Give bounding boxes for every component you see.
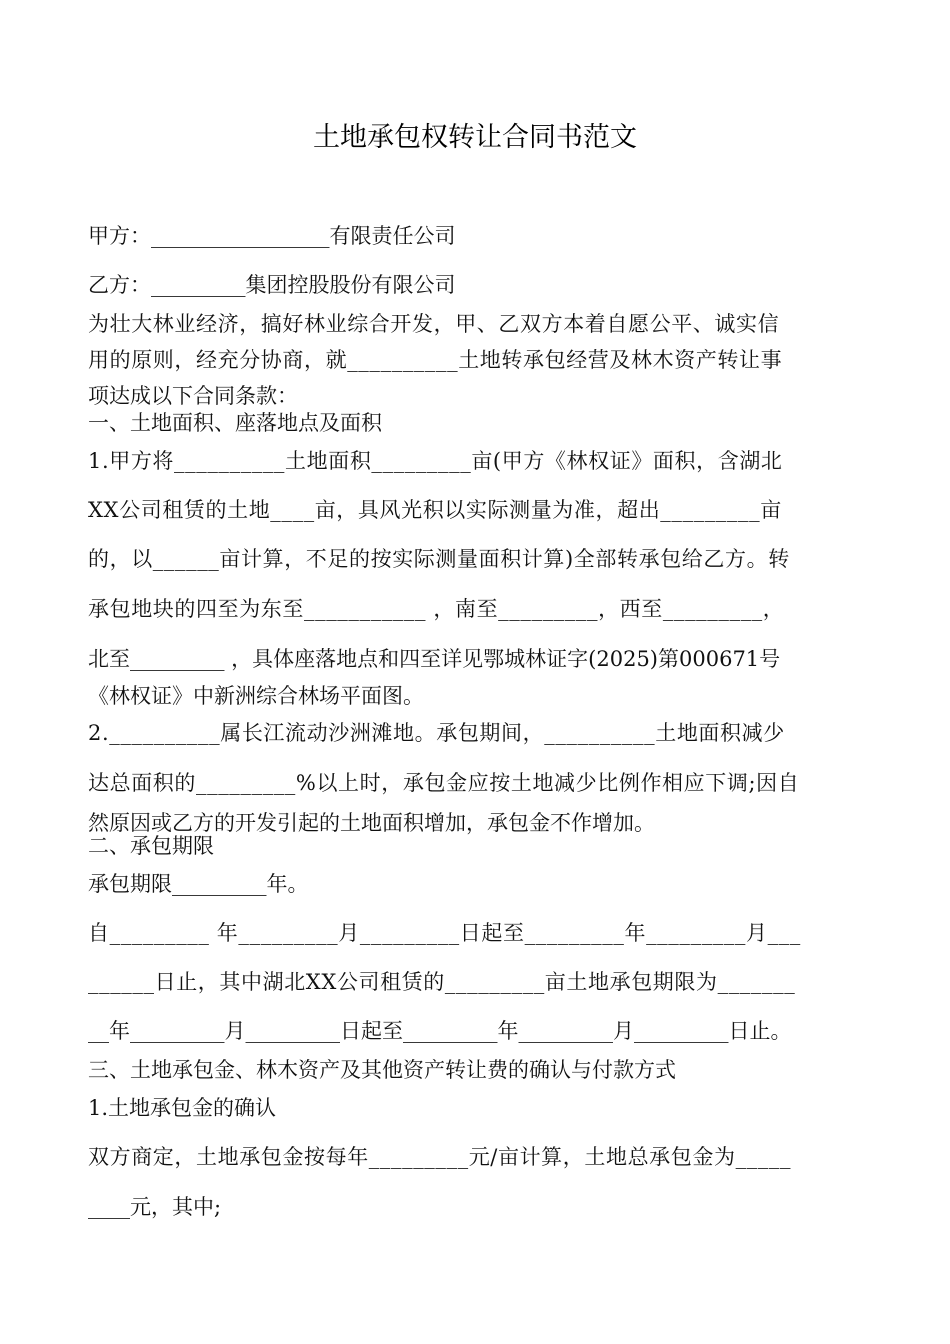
clause-line: ____元，其中; <box>88 1195 222 1219</box>
party-b-line: 乙方：_________集团控股股份有限公司 <box>88 273 456 297</box>
clause-line: 的，以______亩计算，不足的按实际测量面积计算)全部转承包给乙方。转 <box>88 547 790 571</box>
page-title: 土地承包权转让合同书范文 <box>313 122 637 153</box>
party-a-line: 甲方：_________________有限责任公司 <box>88 224 456 248</box>
intro-line: 为壮大林业经济，搞好林业综合开发，甲、乙双方本着自愿公平、诚实信 <box>88 312 780 336</box>
clause-line: 1.甲方将__________土地面积_________亩(甲方《林权证》面积，含湖北 <box>88 449 783 473</box>
clause-line: ______日止，其中湖北XX公司租赁的_________亩土地承包期限为_______ <box>88 970 796 994</box>
intro-line: 项达成以下合同条款： <box>88 384 298 408</box>
clause-line: 承包期限_________年。 <box>88 872 309 896</box>
section-heading: 三、土地承包金、林木资产及其他资产转让费的确认与付款方式 <box>88 1058 676 1082</box>
clause-line: 达总面积的_________%以上时，承包金应按土地减少比例作相应下调;因自 <box>88 771 800 795</box>
clause-line: 北至_________ ，具体座落地点和四至详见鄂城林证字(2025)第000671号 <box>88 647 781 671</box>
intro-line: 用的原则，经充分协商，就__________土地转承包经营及林木资产转让事 <box>88 348 783 372</box>
clause-line: 然原因或乙方的开发引起的土地面积增加，承包金不作增加。 <box>88 811 655 835</box>
section-heading: 二、承包期限 <box>88 834 214 858</box>
section-heading: 一、土地面积、座落地点及面积 <box>88 411 382 435</box>
clause-line: XX公司租赁的土地____亩，具风光积以实际测量为准，超出_________亩 <box>88 498 782 522</box>
clause-line: __年_________月_________日起至_________年_________月_________日止。 <box>88 1019 792 1043</box>
clause-line: 双方商定，土地承包金按每年_________元/亩计算，土地总承包金为_____ <box>88 1145 792 1169</box>
clause-line: 自_________ 年_________月_________日起至_________年_________月___ <box>88 921 801 945</box>
subsection-heading: 1.土地承包金的确认 <box>88 1096 277 1120</box>
clause-line: 《林权证》中新洲综合林场平面图。 <box>88 684 424 708</box>
clause-line: 2.__________属长江流动沙洲滩地。承包期间，__________土地面积减少 <box>88 721 785 745</box>
clause-line: 承包地块的四至为东至___________ ，南至_________，西至_________， <box>88 597 785 621</box>
